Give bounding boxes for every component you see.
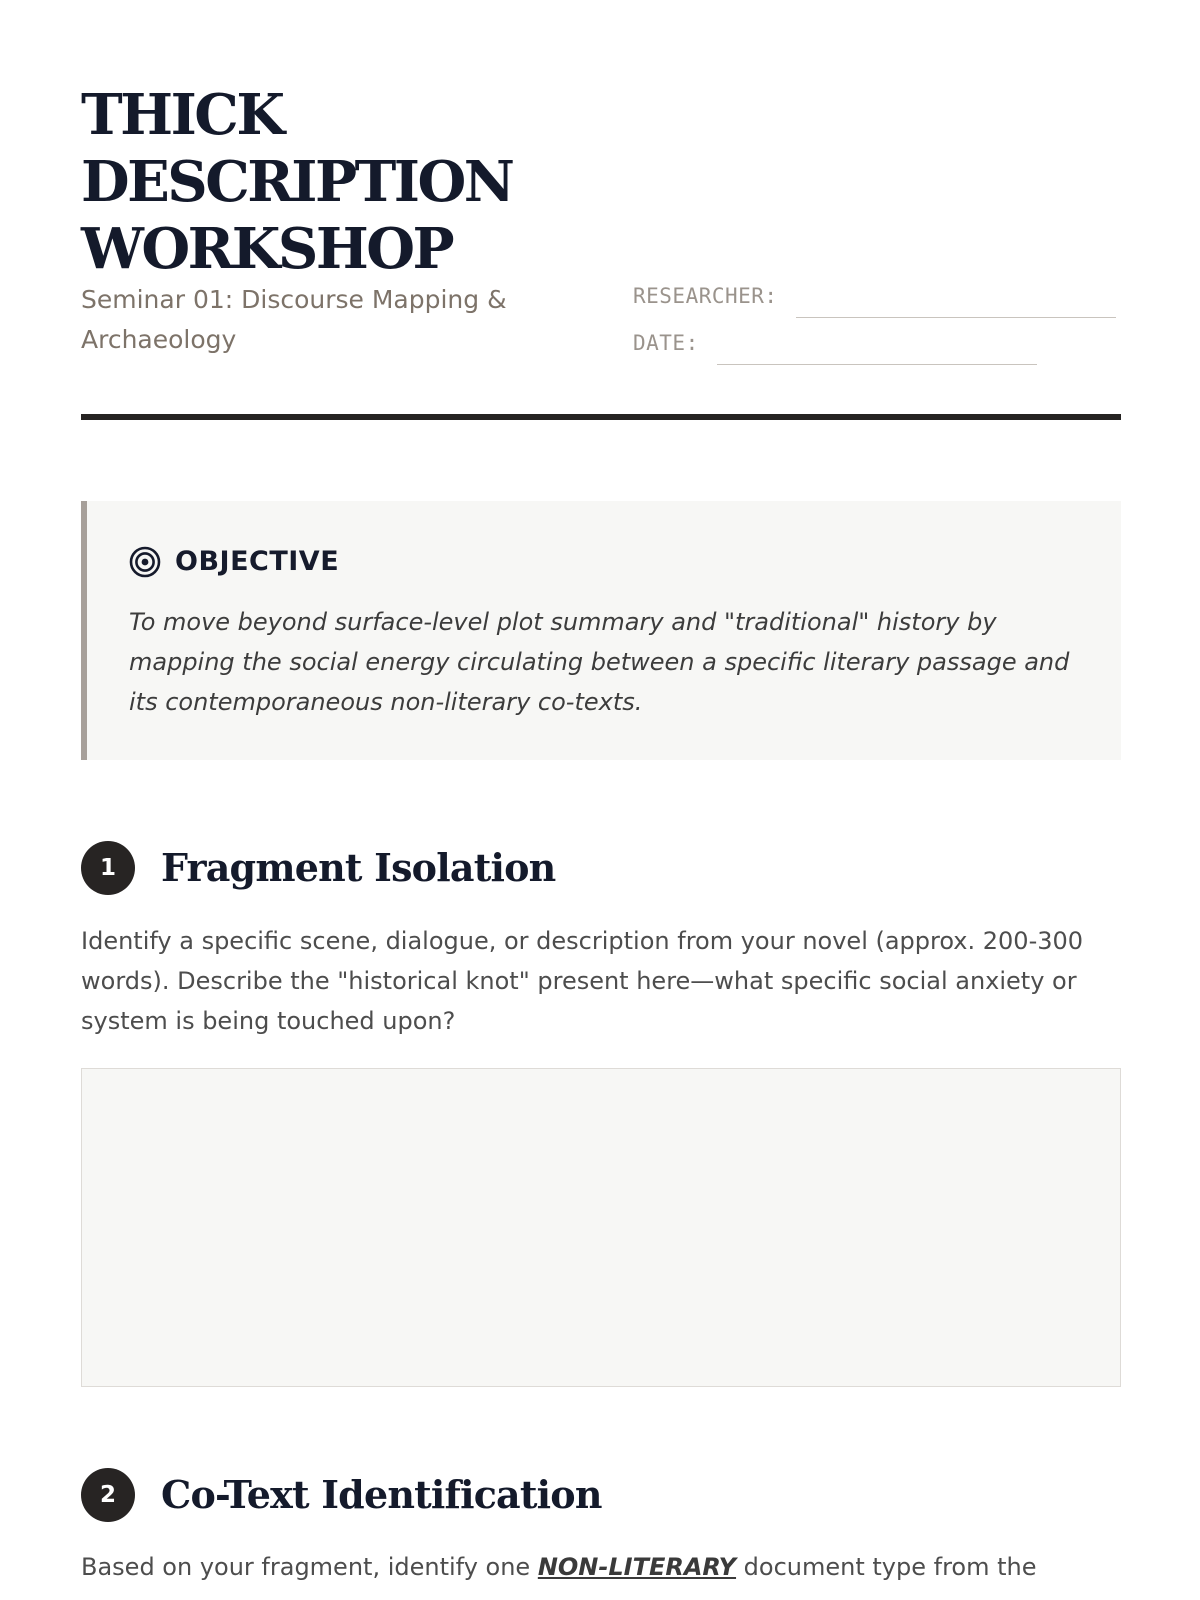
date-label: DATE: xyxy=(633,331,699,355)
section-1-header xyxy=(81,841,555,895)
objective-title: OBJECTIVE xyxy=(175,546,340,577)
researcher-field[interactable] xyxy=(633,282,1116,310)
title-line-1: THICK xyxy=(81,82,283,148)
date-field[interactable] xyxy=(633,329,1037,357)
instruction-text-start: Based on your fragment, identify one xyxy=(81,1553,538,1581)
section-1-instructions: Identify a specific scene, dialogue, or description from your novel (approx. 200-300 words). Describe the "historical knot" present here—what specific social anxiety or system is being touched upon? xyxy=(81,927,1084,1035)
section-2-instructions xyxy=(81,1547,1121,1587)
section-title: Co-Text Identification xyxy=(161,1472,602,1517)
researcher-input-line[interactable] xyxy=(796,317,1116,318)
objective-panel xyxy=(81,501,1121,760)
fragment-answer-box[interactable] xyxy=(81,1068,1121,1387)
date-input-line[interactable] xyxy=(717,364,1037,365)
section-title: Fragment Isolation xyxy=(161,845,556,890)
instruction-text-end: document type from the xyxy=(736,1553,1037,1581)
title-line-3: WORKSHOP xyxy=(81,216,453,282)
section-number-badge: 1 xyxy=(81,841,135,895)
title-line-2: DESCRIPTION xyxy=(81,149,513,215)
section-number-badge: 2 xyxy=(81,1468,135,1522)
objective-text: To move beyond surface-level plot summary and "traditional" history by mapping the social energy circulating between a specific literary passage and its contemporaneous non-literary co-texts. xyxy=(129,608,1070,716)
worksheet-page xyxy=(81,0,1121,1600)
researcher-label: RESEARCHER: xyxy=(633,284,778,308)
page-title xyxy=(81,82,512,283)
target-icon xyxy=(129,546,161,578)
objective-header xyxy=(129,544,339,580)
header-divider xyxy=(81,414,1121,420)
section-2-header xyxy=(81,1468,602,1522)
page-subtitle: Seminar 01: Discourse Mapping & Archaeology xyxy=(81,285,507,354)
emphasis-text: NON-LITERARY xyxy=(537,1553,737,1581)
